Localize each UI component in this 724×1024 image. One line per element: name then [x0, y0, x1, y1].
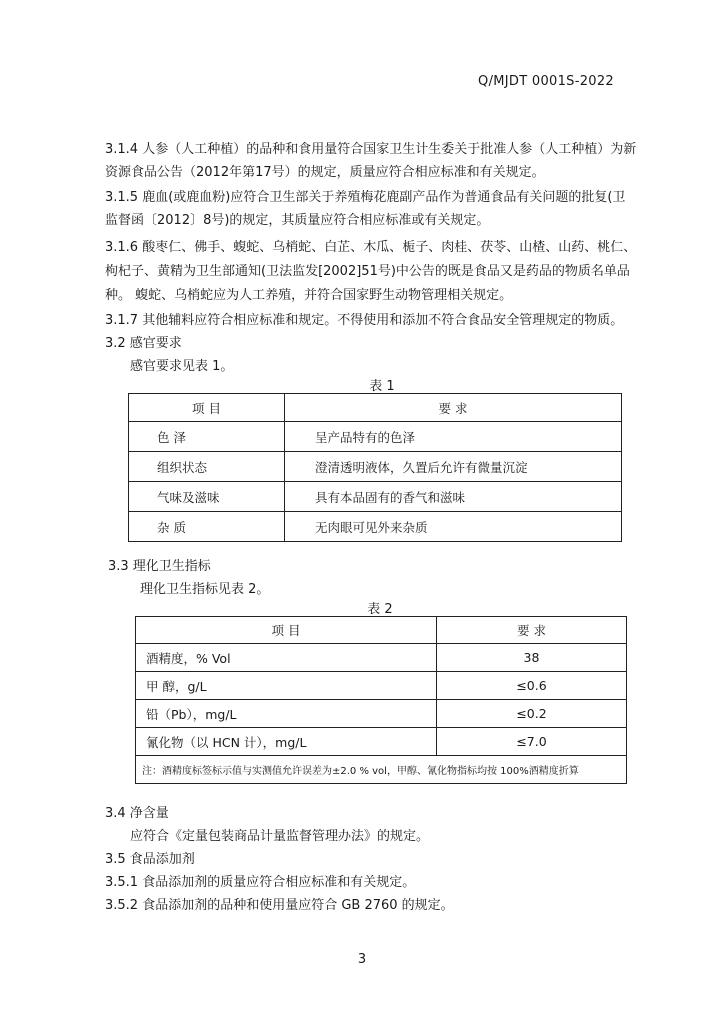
- table1-cell: 无肉眼可见外来杂质: [285, 512, 622, 542]
- table1: [128, 393, 622, 542]
- section-3-2-text: 感官要求见表 1。: [130, 359, 234, 374]
- table1-header-requirement: 要 求: [285, 394, 622, 422]
- clause-3-1-5-line1: 3.1.5 鹿血(或鹿血粉)应符合卫生部关于养殖梅花鹿副产品作为普通食品有关问题的批复(卫: [105, 190, 626, 205]
- table1-cell: 澄清透明液体，久置后允许有微量沉淀: [285, 452, 622, 482]
- section-3-4-text: 应符合《定量包装商品计量监督管理办法》的规定。: [130, 829, 430, 844]
- table2-cell: 氰化物（以 HCN 计），mg/L: [136, 728, 437, 756]
- clause-3-5-1: 3.5.1 食品添加剂的质量应符合相应标准和有关规定。: [105, 875, 416, 890]
- table-row: [136, 728, 627, 756]
- table-row: [129, 512, 622, 542]
- table1-header-item: 项 目: [129, 394, 285, 422]
- section-3-4-heading: 3.4 净含量: [105, 806, 169, 821]
- clause-3-1-4-line2: 资源食品公告（2012年第17号）的规定，质量应符合相应标准和有关规定。: [105, 165, 545, 180]
- section-3-3-text: 理化卫生指标见表 2。: [140, 582, 270, 597]
- table1-cell: 杂 质: [129, 512, 285, 542]
- table2-cell: ≤7.0: [437, 728, 627, 756]
- table2-cell: 铅（Pb），mg/L: [136, 700, 437, 728]
- table-row: [136, 644, 627, 672]
- section-3-2-heading: 3.2 感官要求: [105, 336, 182, 351]
- table2-header-item: 项 目: [136, 617, 437, 644]
- table2-note: 注：酒精度标签标示值与实测值允许误差为±2.0 % vol，甲醇、氰化物指标均按 100%酒精度折算: [136, 756, 627, 784]
- table1-cell: 具有本品固有的香气和滋味: [285, 482, 622, 512]
- clause-3-1-5-line2: 监督函〔2012〕8号)的规定，其质量应符合相应标准或有关规定。: [105, 213, 490, 228]
- table2-cell: 酒精度，% Vol: [136, 644, 437, 672]
- clause-3-5-2: 3.5.2 食品添加剂的品种和使用量应符合 GB 2760 的规定。: [105, 898, 454, 913]
- table1-cell: 色 泽: [129, 422, 285, 452]
- table2-header-requirement: 要 求: [437, 617, 627, 644]
- table-row: [129, 452, 622, 482]
- clause-3-1-4-line1: 3.1.4 人参（人工种植）的品种和食用量符合国家卫生计生委关于批准人参（人工种植）为新: [105, 142, 637, 157]
- table1-caption: 表 1: [369, 379, 395, 394]
- clause-3-1-6-line1: 3.1.6 酸枣仁、佛手、蝮蛇、乌梢蛇、白芷、木瓜、栀子、肉桂、茯苓、山楂、山药、桃仁、: [105, 240, 637, 255]
- table2-cell: ≤0.2: [437, 700, 627, 728]
- table2: [135, 616, 627, 784]
- clause-3-1-6-line3: 种。 蝮蛇、乌梢蛇应为人工养殖，并符合国家野生动物管理相关规定。: [105, 288, 513, 303]
- table1-cell: 气味及滋味: [129, 482, 285, 512]
- table2-cell: ≤0.6: [437, 672, 627, 700]
- clause-3-1-6-line2: 枸杞子、黄精为卫生部通知(卫法监发[2002]51号)中公告的既是食品又是药品的物质名单品: [105, 264, 630, 279]
- table2-caption: 表 2: [367, 602, 393, 617]
- table1-cell: 呈产品特有的色泽: [285, 422, 622, 452]
- document-code: Q/MJDT 0001S-2022: [478, 74, 614, 89]
- section-3-5-heading: 3.5 食品添加剂: [105, 852, 195, 867]
- clause-3-1-7: 3.1.7 其他辅料应符合相应标准和规定。不得使用和添加不符合食品安全管理规定的物质。: [105, 313, 624, 328]
- table2-cell: 38: [437, 644, 627, 672]
- table-row: [136, 672, 627, 700]
- table-row: [129, 482, 622, 512]
- page-number: 3: [357, 952, 367, 967]
- table-row: [129, 422, 622, 452]
- table2-cell: 甲 醇，g/L: [136, 672, 437, 700]
- table-row: [136, 700, 627, 728]
- section-3-3-heading: 3.3 理化卫生指标: [108, 559, 211, 574]
- table1-cell: 组织状态: [129, 452, 285, 482]
